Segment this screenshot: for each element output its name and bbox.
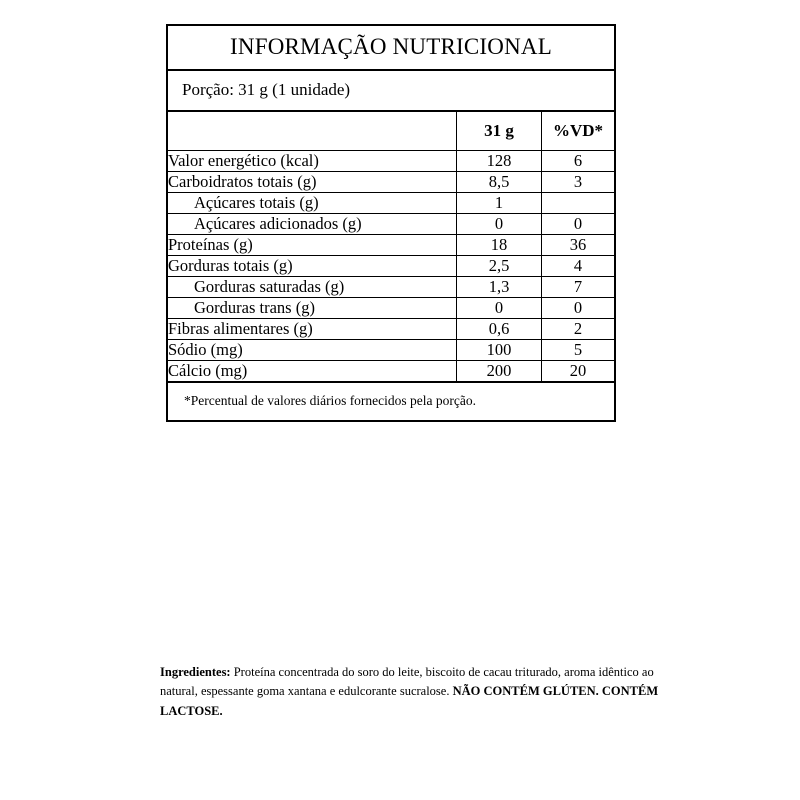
cell-daily-value: 0 — [542, 298, 615, 319]
table-row — [168, 151, 614, 172]
cell-amount: 100 — [457, 340, 542, 361]
cell-amount: 8,5 — [457, 172, 542, 193]
serving-size-text: Porção: 31 g (1 unidade) — [168, 71, 614, 112]
cell-nutrient-name: Açúcares totais (g) — [168, 193, 457, 214]
cell-amount: 2,5 — [457, 256, 542, 277]
cell-nutrient-name: Açúcares adicionados (g) — [168, 214, 457, 235]
cell-nutrient-name: Valor energético (kcal) — [168, 151, 457, 172]
column-header-amount: 31 g — [457, 112, 542, 151]
cell-nutrient-name: Gorduras totais (g) — [168, 256, 457, 277]
cell-daily-value: 2 — [542, 319, 615, 340]
cell-nutrient-name: Gorduras saturadas (g) — [168, 277, 457, 298]
cell-nutrient-name: Carboidratos totais (g) — [168, 172, 457, 193]
cell-daily-value: 4 — [542, 256, 615, 277]
ingredients-body: Proteína concentrada do soro do leite, biscoito de cacau triturado, aroma idêntico ao natural, espessante goma xantana e edulcorante sucralose. — [160, 665, 654, 699]
ingredients-heading: Ingredientes: — [160, 665, 231, 679]
cell-daily-value: 6 — [542, 151, 615, 172]
table-row — [168, 172, 614, 193]
allergen-warning: NÃO CONTÉM GLÚTEN. CONTÉM LACTOSE. — [160, 684, 659, 718]
cell-daily-value: 3 — [542, 172, 615, 193]
cell-daily-value: 5 — [542, 340, 615, 361]
cell-nutrient-name: Proteínas (g) — [168, 235, 457, 256]
table-row — [168, 193, 614, 214]
nutrition-table-body — [168, 112, 614, 382]
column-header-dv: %VD* — [542, 112, 615, 151]
cell-nutrient-name: Sódio (mg) — [168, 340, 457, 361]
cell-nutrient-name: Cálcio (mg) — [168, 361, 457, 382]
table-row — [168, 256, 614, 277]
table-row — [168, 214, 614, 235]
cell-daily-value — [542, 193, 615, 214]
table-row — [168, 235, 614, 256]
cell-amount: 0 — [457, 298, 542, 319]
table-row — [168, 340, 614, 361]
cell-nutrient-name: Fibras alimentares (g) — [168, 319, 457, 340]
cell-daily-value: 20 — [542, 361, 615, 382]
cell-amount: 1 — [457, 193, 542, 214]
page-title: INFORMAÇÃO NUTRICIONAL — [168, 26, 614, 71]
nutrition-facts-panel — [166, 24, 616, 422]
table-row — [168, 298, 614, 319]
footnote-text: *Percentual de valores diários fornecidos pela porção. — [168, 382, 614, 420]
cell-amount: 0,6 — [457, 319, 542, 340]
cell-amount: 18 — [457, 235, 542, 256]
cell-amount: 128 — [457, 151, 542, 172]
table-row — [168, 277, 614, 298]
table-row — [168, 319, 614, 340]
cell-amount: 200 — [457, 361, 542, 382]
nutrition-table — [168, 112, 614, 382]
column-header-nutrient — [168, 112, 457, 151]
cell-daily-value: 7 — [542, 277, 615, 298]
cell-amount: 1,3 — [457, 277, 542, 298]
ingredients-paragraph — [160, 663, 690, 721]
cell-daily-value: 36 — [542, 235, 615, 256]
table-row — [168, 361, 614, 382]
table-header-row — [168, 112, 614, 151]
cell-amount: 0 — [457, 214, 542, 235]
cell-daily-value: 0 — [542, 214, 615, 235]
cell-nutrient-name: Gorduras trans (g) — [168, 298, 457, 319]
